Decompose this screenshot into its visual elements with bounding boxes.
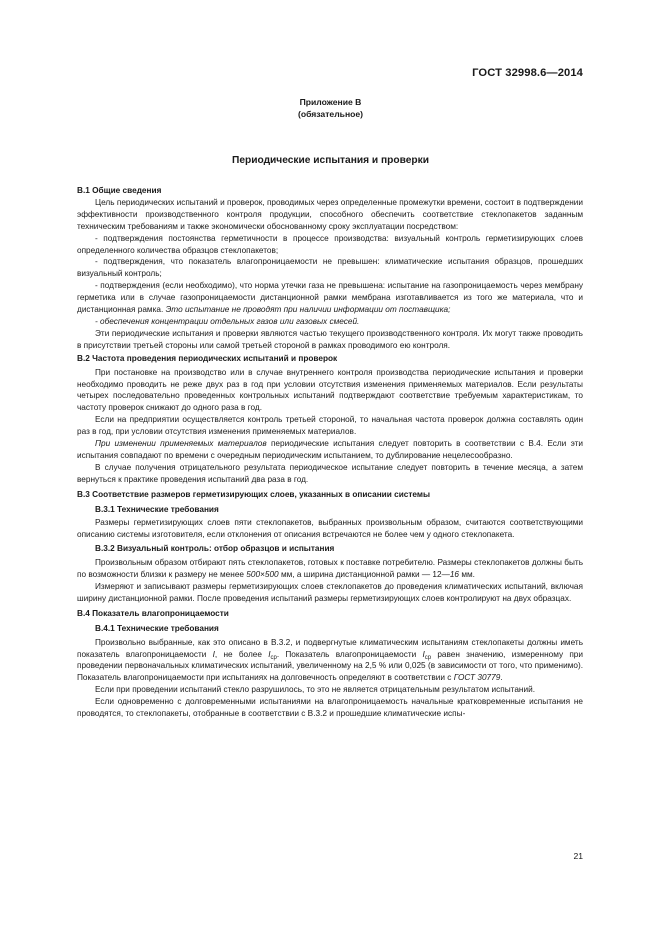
- paragraph-text: .: [500, 673, 503, 683]
- list-item: [77, 280, 583, 316]
- italic-phrase: При изменении применяемых материалов: [95, 439, 267, 449]
- list-item-text: - подтверждения (если необходимо), что норма утечки газа не превышена: испытание на газопроницаемость через мембрану герметика или в случае газопроницаемости дистанционной рамки мембрана изготавливается из того же материала, что и дистанционная рамка.: [77, 281, 583, 315]
- symbol: I: [212, 649, 215, 659]
- standard-reference: ГОСТ 30779: [453, 673, 501, 683]
- subscript: ср: [270, 654, 277, 661]
- paragraph-text: Произвольно выбранные, как это описано в В.3.2, и подвергнутые климатическим испытаниям стеклопакеты должны иметь показатель влагопроницаемости: [77, 637, 583, 659]
- paragraph: [77, 637, 583, 685]
- list-item: - подтверждения постоянства герметичности в процессе производства: визуальный контроль герметизирующих слоев определенного количества образцов стеклопакетов;: [77, 233, 583, 255]
- symbol: I: [268, 649, 271, 659]
- annex-title: Приложение В: [299, 97, 362, 107]
- section-heading-b3: В.3 Соответствие размеров герметизирующих слоев, указанных в описании системы: [77, 489, 431, 499]
- standard-number: ГОСТ 32998.6—2014: [472, 67, 583, 79]
- page-number: 21: [573, 851, 583, 861]
- document-body: [77, 185, 583, 720]
- subsection-heading-b41: В.4.1 Технические требования: [95, 623, 219, 633]
- section-heading-b2: В.2 Частота проведения периодических испытаний и проверок: [77, 353, 338, 363]
- section-heading-b1: В.1 Общие сведения: [77, 186, 162, 195]
- paragraph: [77, 557, 583, 581]
- list-item: - обеспечения концентрации отдельных газов или газовых смесей.: [95, 316, 360, 326]
- paragraph: Если на предприятии осуществляется контроль третьей стороной, то начальная частота проверок должна составлять один раз в год, при условии отсутствия изменения применяемых материалов.: [77, 415, 583, 437]
- paragraph-text: мм.: [459, 570, 475, 580]
- dimension-value: 500×500: [246, 570, 279, 580]
- paragraph: При постановке на производство или в случае внутреннего контроля производства периодические испытания и проверки необходимо проводить не реже двух раз в год при условии отсутствия изменения применяемых материалов. Если результаты четырех последовательно проведенных контрольных испытаний подтверждают соответствие требуемым характеристикам, то частоту проверок снижают до одного раза в год.: [77, 367, 583, 413]
- italic-note: Это испытание не проводят при наличии информации от поставщика;: [165, 305, 451, 315]
- list-item: - подтверждения, что показатель влагопроницаемости не превышен: климатические испытания образцов, прошедших визуальный контроль;: [77, 257, 583, 279]
- paragraph: Измеряют и записывают размеры герметизирующих слоев стеклопакетов до проведения климатических испытаний, включая ширину дистанционной рамки. После проведения испытаний размеры герметизирующих слоев контролируют на двух образцах.: [77, 582, 583, 603]
- paragraph: Цель периодических испытаний и проверок, проводимых через определенные промежутки времени, состоит в подтверждении эффективности производственного контроля продукции, способного обеспечить соответствие стеклопакетов заданным техническим требованиям и также экономически обоснованному сроку эксплуатации посредством:: [77, 197, 583, 231]
- paragraph-text: Произвольным образом отбирают пять стеклопакетов, готовых к поставке потребителю. Размеры стеклопакетов должны быть по возможности близки к размеру не менее: [77, 558, 583, 580]
- paragraph: Эти периодические испытания и проверки являются частью текущего производственного контроля. Их могут также проводить в присутствии третьей стороны или самой третьей стороной в рамках проводимого ею контроля.: [77, 328, 583, 350]
- subscript: ср: [424, 654, 432, 661]
- paragraph: Если при проведении испытаний стекло разрушилось, то это не является отрицательным результатом испытаний.: [95, 685, 535, 695]
- annex-block: [0, 96, 661, 120]
- annex-status: (обязательное): [297, 109, 364, 119]
- paragraph-text: мм, а ширина дистанционной рамки — 12—: [278, 570, 450, 580]
- paragraph: Размеры герметизирующих слоев пяти стеклопакетов, выбранных произвольным образом, считаются соответствующими описанию системы изготовителя, если отклонения от описания встречаются не более чем у одного стеклопакета.: [77, 518, 583, 540]
- paragraph-text: . Показатель влагопроницаемости: [276, 649, 423, 659]
- subsection-heading-b32: В.3.2 Визуальный контроль: отбор образцов и испытания: [95, 544, 335, 554]
- paragraph: В случае получения отрицательного результата периодическое испытание следует повторить в течение месяца, а затем вернуться к практике проведения испытаний два раза в год.: [77, 462, 583, 484]
- dimension-value: 16: [449, 570, 460, 580]
- paragraph: Если одновременно с долговременными испытаниями на влагопроницаемость начальные кратковременные испытания не проводятся, то стеклопакеты, отобранные в соответствии с В.3.2 и прошедшие климатические испы-: [77, 697, 583, 719]
- symbol: I: [422, 649, 425, 659]
- section-heading-b4: В.4 Показатель влагопроницаемости: [77, 608, 229, 618]
- paragraph-text: периодические испытания следует повторить в соответствии с В.4. Если эти испытания совпадают по времени с очередным периодическим испытанием, то дублирование нецелесообразно.: [77, 439, 583, 460]
- paragraph-text: равен значению, измеренному при проведении первоначальных климатических испытаний, увеличенному на 2,5 % или 0,025 (в зависимости от того, что применимо). Показатель влагопроницаемости при испытаниях на долговечность определяют в соответствии с: [77, 649, 584, 683]
- paragraph-text: , не более: [214, 649, 269, 659]
- document-title: Периодические испытания и проверки: [232, 155, 429, 166]
- paragraph: [77, 438, 583, 462]
- subsection-heading-b31: В.3.1 Технические требования: [95, 504, 219, 514]
